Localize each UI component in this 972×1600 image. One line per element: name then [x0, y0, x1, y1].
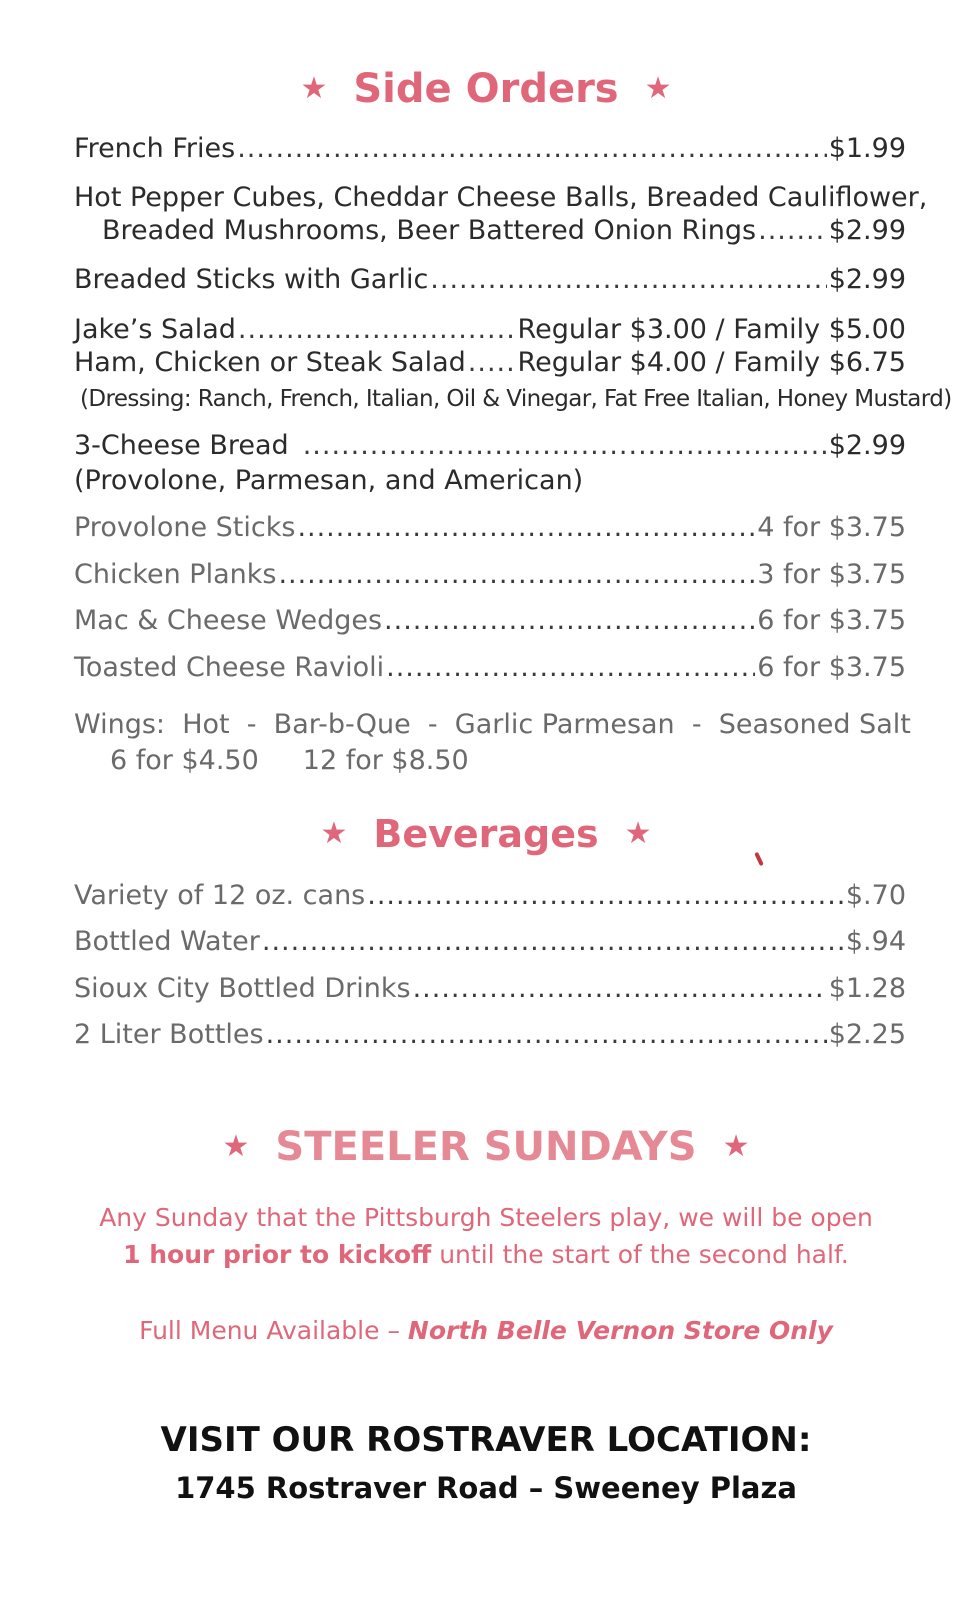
- leader-dots: [278, 559, 755, 591]
- menu-item-breaded-sticks: Breaded Sticks with Garlic ..... $2.99: [74, 264, 906, 296]
- leader-dots: [413, 973, 827, 1005]
- full-menu-line: [0, 1316, 972, 1345]
- wings-price-6: 6 for $4.50: [110, 745, 259, 776]
- beverage-item-sioux-city: Sioux City Bottled Drinks ..... $1.28: [74, 973, 906, 1005]
- menu-item-toasted-cheese-ravioli: Toasted Cheese Ravioli ..... 6 for $3.75: [74, 652, 906, 684]
- wings-prices: [110, 745, 469, 777]
- star-icon: ★: [222, 1129, 250, 1164]
- store-only-text: North Belle Vernon Store Only: [407, 1316, 833, 1345]
- beverage-item-cans: Variety of 12 oz. cans ..... $.70: [74, 880, 906, 912]
- leader-dots: [758, 215, 827, 247]
- cheese-bread-note: (Provolone, Parmesan, and American): [74, 465, 584, 496]
- star-icon: ★: [624, 816, 652, 851]
- rostraver-address: 1745 Rostraver Road – Sweeney Plaza: [175, 1471, 797, 1505]
- kickoff-rest: until the start of the second half.: [431, 1240, 849, 1269]
- menu-item-ham-chicken-steak-salad: Ham, Chicken or Steak Salad ..... Regular $4.00 / Family $6.75: [74, 347, 906, 379]
- leader-dots: [384, 605, 755, 637]
- leader-dots: [266, 1019, 827, 1051]
- menu-item-chicken-planks: Chicken Planks ..... 3 for $3.75: [74, 559, 906, 591]
- menu-item-mac-cheese-wedges: Mac & Cheese Wedges ..... 6 for $3.75: [74, 605, 906, 637]
- steeler-sundays-line2: [0, 1240, 972, 1269]
- leader-dots: [386, 652, 755, 684]
- beverage-item-2-liter: 2 Liter Bottles ..... $2.25: [74, 1019, 906, 1051]
- menu-item-provolone-sticks: Provolone Sticks ..... 4 for $3.75: [74, 512, 906, 544]
- side-orders-heading: [0, 66, 972, 112]
- wings-flavors: Hot - Bar-b-Que - Garlic Parmesan - Seasoned Salt: [182, 709, 911, 740]
- menu-item-jakes-salad: Jake’s Salad ..... Regular $3.00 / Family $5.00: [74, 314, 906, 346]
- star-icon: ★: [722, 1129, 750, 1164]
- menu-item-french-fries: French Fries ..... $1.99: [74, 133, 906, 165]
- wings-line: [74, 709, 911, 741]
- beverage-item-bottled-water: Bottled Water ..... $.94: [74, 926, 906, 958]
- dressing-note: (Dressing: Ranch, French, Italian, Oil & Vinegar, Fat Free Italian, Honey Mustard): [80, 386, 952, 412]
- wings-price-12: 12 for $8.50: [302, 745, 469, 776]
- rostraver-heading: VISIT OUR ROSTRAVER LOCATION:: [160, 1420, 812, 1460]
- star-icon: ★: [644, 71, 672, 106]
- leader-dots: [238, 314, 516, 346]
- leader-dots: [237, 133, 827, 165]
- leader-dots: [297, 512, 755, 544]
- menu-item-breaded-mushrooms: Breaded Mushrooms, Beer Battered Onion Rings ..... $2.99: [102, 215, 906, 247]
- leader-dots: [468, 347, 516, 379]
- beverages-title: Beverages: [373, 812, 599, 856]
- beverages-heading: [0, 812, 972, 856]
- menu-item-hot-pepper-line1: Hot Pepper Cubes, Cheddar Cheese Balls, Breaded Cauliflower,: [74, 182, 928, 213]
- leader-dots: [262, 926, 844, 958]
- menu-item-3-cheese-bread: 3-Cheese Bread ..... $2.99: [74, 430, 906, 462]
- side-orders-title: Side Orders: [353, 66, 619, 112]
- full-menu-text: Full Menu Available –: [139, 1316, 408, 1345]
- leader-dots: [430, 264, 826, 296]
- wings-label: Wings:: [74, 709, 166, 740]
- kickoff-emphasis: 1 hour prior to kickoff: [123, 1240, 432, 1269]
- steeler-sundays-line1: Any Sunday that the Pittsburgh Steelers play, we will be open: [99, 1203, 873, 1232]
- leader-dots: [367, 880, 844, 912]
- steeler-sundays-heading: [0, 1124, 972, 1170]
- star-icon: ★: [320, 816, 348, 851]
- leader-dots: [303, 430, 827, 462]
- steeler-sundays-title: STEELER SUNDAYS: [275, 1124, 697, 1170]
- star-icon: ★: [300, 71, 328, 106]
